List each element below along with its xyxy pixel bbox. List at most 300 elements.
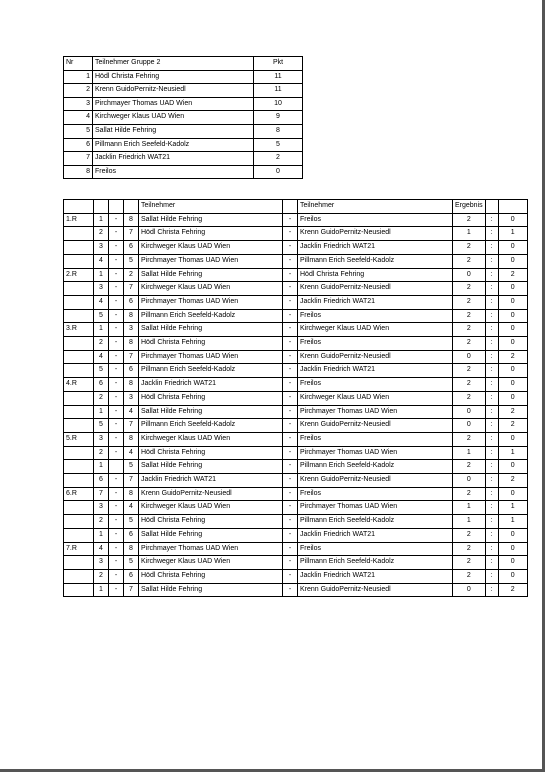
seed-dash: - [109, 405, 124, 419]
match-row [64, 460, 528, 474]
player1-name: Sallat Hilde Fehring [139, 460, 283, 474]
player1-name: Hödl Christa Fehring [139, 337, 283, 351]
vs-separator: - [283, 474, 298, 488]
seed-b: 8 [124, 337, 139, 351]
standings-pkt: 8 [254, 124, 303, 138]
seed-a: 5 [94, 364, 109, 378]
player1-name: Kirchweger Klaus UAD Wien [139, 556, 283, 570]
player1-name: Jacklin Friedrich WAT21 [139, 474, 283, 488]
matches-header-player1: Teilnehmer [139, 200, 283, 214]
seed-dash: - [109, 515, 124, 529]
score-colon: : [485, 309, 498, 323]
score-1: 2 [453, 295, 486, 309]
standings-pkt: 9 [254, 111, 303, 125]
match-row [64, 569, 528, 583]
round-label: 7.R [64, 542, 94, 556]
seed-b: 5 [124, 515, 139, 529]
seed-a: 3 [94, 241, 109, 255]
vs-separator: - [283, 569, 298, 583]
standings-header-nr: Nr [64, 57, 93, 71]
score-2: 2 [498, 405, 527, 419]
standings-pkt: 5 [254, 138, 303, 152]
score-colon: : [485, 501, 498, 515]
player1-name: Sallat Hilde Fehring [139, 213, 283, 227]
match-row [64, 337, 528, 351]
seed-b: 7 [124, 350, 139, 364]
standings-nr: 7 [64, 152, 93, 166]
standings-header-pkt: Pkt [254, 57, 303, 71]
round-label [64, 460, 94, 474]
match-row [64, 295, 528, 309]
seed-dash: - [109, 213, 124, 227]
seed-dash: - [109, 474, 124, 488]
standings-row [64, 165, 303, 179]
matches-header-result: Ergebnis [453, 200, 486, 214]
match-row [64, 446, 528, 460]
score-1: 0 [453, 268, 486, 282]
match-row [64, 391, 528, 405]
seed-dash: - [109, 241, 124, 255]
seed-dash: - [109, 268, 124, 282]
match-row [64, 282, 528, 296]
seed-a: 4 [94, 295, 109, 309]
score-1: 2 [453, 241, 486, 255]
player1-name: Hödl Christa Fehring [139, 227, 283, 241]
standings-nr: 2 [64, 84, 93, 98]
player2-name: Jacklin Friedrich WAT21 [298, 241, 453, 255]
seed-a: 2 [94, 515, 109, 529]
vs-separator: - [283, 542, 298, 556]
match-row [64, 309, 528, 323]
vs-separator: - [283, 323, 298, 337]
score-2: 0 [498, 309, 527, 323]
matches-header-player2: Teilnehmer [298, 200, 453, 214]
score-1: 2 [453, 432, 486, 446]
score-colon: : [485, 268, 498, 282]
score-1: 0 [453, 474, 486, 488]
player2-name: Krenn GuidoPernitz-Neusiedl [298, 419, 453, 433]
player2-name: Krenn GuidoPernitz-Neusiedl [298, 474, 453, 488]
score-1: 0 [453, 419, 486, 433]
score-2: 0 [498, 295, 527, 309]
seed-dash: - [109, 569, 124, 583]
score-1: 2 [453, 569, 486, 583]
player1-name: Sallat Hilde Fehring [139, 528, 283, 542]
vs-separator: - [283, 405, 298, 419]
player1-name: Pirchmayer Thomas UAD Wien [139, 295, 283, 309]
vs-separator: - [283, 419, 298, 433]
standings-pkt: 2 [254, 152, 303, 166]
seed-b: 4 [124, 501, 139, 515]
player2-name: Freilos [298, 213, 453, 227]
standings-nr: 6 [64, 138, 93, 152]
score-colon: : [485, 282, 498, 296]
seed-dash: - [109, 227, 124, 241]
header-blank [283, 200, 298, 214]
player1-name: Hödl Christa Fehring [139, 391, 283, 405]
seed-dash: - [109, 446, 124, 460]
standings-body [64, 57, 303, 179]
standings-name: Sallat Hilde Fehring [93, 124, 254, 138]
seed-a: 6 [94, 378, 109, 392]
score-1: 2 [453, 282, 486, 296]
match-row [64, 474, 528, 488]
match-row [64, 241, 528, 255]
player2-name: Krenn GuidoPernitz-Neusiedl [298, 227, 453, 241]
score-1: 2 [453, 556, 486, 570]
score-1: 1 [453, 501, 486, 515]
standings-nr: 1 [64, 70, 93, 84]
score-colon: : [485, 391, 498, 405]
score-2: 0 [498, 378, 527, 392]
player1-name: Sallat Hilde Fehring [139, 583, 283, 597]
seed-b: 5 [124, 460, 139, 474]
player2-name: Freilos [298, 487, 453, 501]
standings-row [64, 152, 303, 166]
score-1: 2 [453, 213, 486, 227]
player2-name: Pirchmayer Thomas UAD Wien [298, 405, 453, 419]
seed-dash: - [109, 487, 124, 501]
player2-name: Pillmann Erich Seefeld-Kadolz [298, 515, 453, 529]
seed-dash: - [109, 350, 124, 364]
player1-name: Pirchmayer Thomas UAD Wien [139, 350, 283, 364]
seed-dash: - [109, 391, 124, 405]
player2-name: Pirchmayer Thomas UAD Wien [298, 501, 453, 515]
seed-b: 6 [124, 295, 139, 309]
standings-row [64, 84, 303, 98]
seed-a: 2 [94, 446, 109, 460]
score-2: 1 [498, 501, 527, 515]
standings-name: Krenn GuidoPernitz-Neusiedl [93, 84, 254, 98]
seed-b: 8 [124, 432, 139, 446]
score-1: 2 [453, 378, 486, 392]
seed-b: 5 [124, 254, 139, 268]
seed-b: 8 [124, 309, 139, 323]
round-label [64, 446, 94, 460]
round-label [64, 391, 94, 405]
seed-b: 8 [124, 213, 139, 227]
score-colon: : [485, 556, 498, 570]
seed-dash: - [109, 282, 124, 296]
match-row [64, 419, 528, 433]
score-1: 2 [453, 528, 486, 542]
match-row [64, 378, 528, 392]
score-2: 0 [498, 528, 527, 542]
standings-row [64, 124, 303, 138]
match-row [64, 364, 528, 378]
seed-a: 1 [94, 528, 109, 542]
seed-b: 6 [124, 241, 139, 255]
vs-separator: - [283, 227, 298, 241]
round-label [64, 556, 94, 570]
player1-name: Sallat Hilde Fehring [139, 268, 283, 282]
player2-name: Pillmann Erich Seefeld-Kadolz [298, 556, 453, 570]
seed-a: 4 [94, 350, 109, 364]
seed-a: 2 [94, 227, 109, 241]
score-1: 2 [453, 254, 486, 268]
score-colon: : [485, 227, 498, 241]
score-colon: : [485, 254, 498, 268]
score-2: 0 [498, 569, 527, 583]
seed-dash: - [109, 419, 124, 433]
round-label [64, 474, 94, 488]
score-2: 0 [498, 487, 527, 501]
standings-pkt: 0 [254, 165, 303, 179]
player2-name: Jacklin Friedrich WAT21 [298, 295, 453, 309]
player2-name: Freilos [298, 378, 453, 392]
seed-b: 5 [124, 556, 139, 570]
player2-name: Kirchweger Klaus UAD Wien [298, 323, 453, 337]
seed-dash: - [109, 378, 124, 392]
seed-dash: - [109, 542, 124, 556]
seed-b: 7 [124, 583, 139, 597]
seed-dash: - [109, 309, 124, 323]
round-label [64, 501, 94, 515]
player2-name: Pillmann Erich Seefeld-Kadolz [298, 254, 453, 268]
score-1: 2 [453, 309, 486, 323]
vs-separator: - [283, 446, 298, 460]
score-colon: : [485, 446, 498, 460]
vs-separator: - [283, 350, 298, 364]
player2-name: Freilos [298, 542, 453, 556]
seed-a: 1 [94, 583, 109, 597]
seed-b: 7 [124, 282, 139, 296]
seed-a: 2 [94, 337, 109, 351]
score-colon: : [485, 364, 498, 378]
vs-separator: - [283, 432, 298, 446]
standings-name: Pirchmayer Thomas UAD Wien [93, 97, 254, 111]
standings-pkt: 10 [254, 97, 303, 111]
score-2: 0 [498, 337, 527, 351]
seed-dash: - [109, 556, 124, 570]
header-blank [498, 200, 527, 214]
seed-b: 6 [124, 569, 139, 583]
standings-row [64, 138, 303, 152]
round-label: 4.R [64, 378, 94, 392]
seed-a: 3 [94, 556, 109, 570]
score-colon: : [485, 213, 498, 227]
seed-dash: - [109, 432, 124, 446]
score-1: 2 [453, 542, 486, 556]
player2-name: Krenn GuidoPernitz-Neusiedl [298, 583, 453, 597]
seed-dash: - [109, 501, 124, 515]
round-label [64, 405, 94, 419]
score-colon: : [485, 419, 498, 433]
standings-table [63, 56, 303, 179]
seed-b: 7 [124, 227, 139, 241]
player1-name: Pirchmayer Thomas UAD Wien [139, 254, 283, 268]
score-1: 2 [453, 487, 486, 501]
vs-separator: - [283, 460, 298, 474]
round-label [64, 419, 94, 433]
match-row [64, 227, 528, 241]
vs-separator: - [283, 528, 298, 542]
score-colon: : [485, 583, 498, 597]
vs-separator: - [283, 254, 298, 268]
round-label [64, 528, 94, 542]
standings-nr: 8 [64, 165, 93, 179]
player2-name: Jacklin Friedrich WAT21 [298, 569, 453, 583]
match-row [64, 213, 528, 227]
score-colon: : [485, 241, 498, 255]
standings-row [64, 97, 303, 111]
seed-a: 4 [94, 542, 109, 556]
round-label [64, 241, 94, 255]
score-colon: : [485, 323, 498, 337]
score-2: 0 [498, 542, 527, 556]
vs-separator: - [283, 515, 298, 529]
score-colon: : [485, 528, 498, 542]
score-2: 0 [498, 556, 527, 570]
match-row [64, 542, 528, 556]
standings-nr: 4 [64, 111, 93, 125]
seed-dash: - [109, 364, 124, 378]
score-2: 0 [498, 364, 527, 378]
score-1: 1 [453, 446, 486, 460]
seed-a: 1 [94, 460, 109, 474]
seed-a: 3 [94, 501, 109, 515]
standings-nr: 3 [64, 97, 93, 111]
player1-name: Hödl Christa Fehring [139, 515, 283, 529]
player1-name: Hödl Christa Fehring [139, 569, 283, 583]
player1-name: Kirchweger Klaus UAD Wien [139, 241, 283, 255]
header-blank [124, 200, 139, 214]
header-blank [64, 200, 94, 214]
vs-separator: - [283, 241, 298, 255]
match-row [64, 432, 528, 446]
seed-a: 3 [94, 432, 109, 446]
round-label [64, 569, 94, 583]
player2-name: Pillmann Erich Seefeld-Kadolz [298, 460, 453, 474]
player2-name: Pirchmayer Thomas UAD Wien [298, 446, 453, 460]
standings-header-name: Teilnehmer Gruppe 2 [93, 57, 254, 71]
standings-name: Jacklin Friedrich WAT21 [93, 152, 254, 166]
score-1: 2 [453, 391, 486, 405]
standings-name: Freilos [93, 165, 254, 179]
seed-dash: - [109, 528, 124, 542]
score-1: 2 [453, 460, 486, 474]
seed-b: 8 [124, 378, 139, 392]
score-2: 1 [498, 227, 527, 241]
score-2: 2 [498, 474, 527, 488]
vs-separator: - [283, 309, 298, 323]
player1-name: Sallat Hilde Fehring [139, 405, 283, 419]
score-colon: : [485, 487, 498, 501]
score-2: 0 [498, 432, 527, 446]
score-colon: : [485, 515, 498, 529]
player1-name: Pillmann Erich Seefeld-Kadolz [139, 309, 283, 323]
round-label [64, 295, 94, 309]
header-blank [109, 200, 124, 214]
seed-b: 6 [124, 364, 139, 378]
score-colon: : [485, 350, 498, 364]
score-1: 0 [453, 405, 486, 419]
standings-pkt: 11 [254, 70, 303, 84]
score-colon: : [485, 432, 498, 446]
standings-name: Kirchweger Klaus UAD Wien [93, 111, 254, 125]
round-label [64, 337, 94, 351]
match-row [64, 268, 528, 282]
seed-a: 1 [94, 268, 109, 282]
score-2: 0 [498, 323, 527, 337]
standings-row [64, 70, 303, 84]
seed-b: 8 [124, 487, 139, 501]
match-row [64, 487, 528, 501]
vs-separator: - [283, 295, 298, 309]
score-colon: : [485, 405, 498, 419]
player1-name: Jacklin Friedrich WAT21 [139, 378, 283, 392]
round-label [64, 515, 94, 529]
vs-separator: - [283, 378, 298, 392]
seed-a: 4 [94, 254, 109, 268]
seed-a: 1 [94, 323, 109, 337]
player1-name: Hödl Christa Fehring [139, 446, 283, 460]
seed-dash: - [109, 583, 124, 597]
seed-a: 1 [94, 405, 109, 419]
score-colon: : [485, 460, 498, 474]
vs-separator: - [283, 364, 298, 378]
seed-dash: - [109, 323, 124, 337]
score-2: 0 [498, 241, 527, 255]
seed-a: 6 [94, 474, 109, 488]
score-1: 2 [453, 337, 486, 351]
player2-name: Krenn GuidoPernitz-Neusiedl [298, 350, 453, 364]
score-2: 1 [498, 515, 527, 529]
round-label [64, 254, 94, 268]
score-2: 2 [498, 419, 527, 433]
score-colon: : [485, 337, 498, 351]
round-label: 5.R [64, 432, 94, 446]
score-2: 0 [498, 254, 527, 268]
standings-name: Pillmann Erich Seefeld-Kadolz [93, 138, 254, 152]
score-2: 1 [498, 446, 527, 460]
match-row [64, 515, 528, 529]
score-colon: : [485, 542, 498, 556]
vs-separator: - [283, 282, 298, 296]
seed-a: 5 [94, 419, 109, 433]
score-1: 0 [453, 583, 486, 597]
round-label [64, 282, 94, 296]
score-2: 0 [498, 213, 527, 227]
score-2: 2 [498, 583, 527, 597]
player1-name: Sallat Hilde Fehring [139, 323, 283, 337]
round-label: 3.R [64, 323, 94, 337]
seed-a: 2 [94, 391, 109, 405]
player1-name: Pillmann Erich Seefeld-Kadolz [139, 364, 283, 378]
score-2: 2 [498, 350, 527, 364]
score-2: 0 [498, 460, 527, 474]
round-label: 6.R [64, 487, 94, 501]
seed-a: 7 [94, 487, 109, 501]
player2-name: Jacklin Friedrich WAT21 [298, 528, 453, 542]
score-colon: : [485, 569, 498, 583]
player2-name: Kirchweger Klaus UAD Wien [298, 391, 453, 405]
player2-name: Freilos [298, 309, 453, 323]
seed-b: 6 [124, 528, 139, 542]
vs-separator: - [283, 268, 298, 282]
round-label [64, 227, 94, 241]
match-row [64, 528, 528, 542]
seed-a: 5 [94, 309, 109, 323]
score-colon: : [485, 378, 498, 392]
player1-name: Krenn GuidoPernitz-Neusiedl [139, 487, 283, 501]
score-colon: : [485, 474, 498, 488]
player1-name: Pillmann Erich Seefeld-Kadolz [139, 419, 283, 433]
player1-name: Kirchweger Klaus UAD Wien [139, 282, 283, 296]
seed-b: 4 [124, 446, 139, 460]
seed-a: 2 [94, 569, 109, 583]
vs-separator: - [283, 487, 298, 501]
